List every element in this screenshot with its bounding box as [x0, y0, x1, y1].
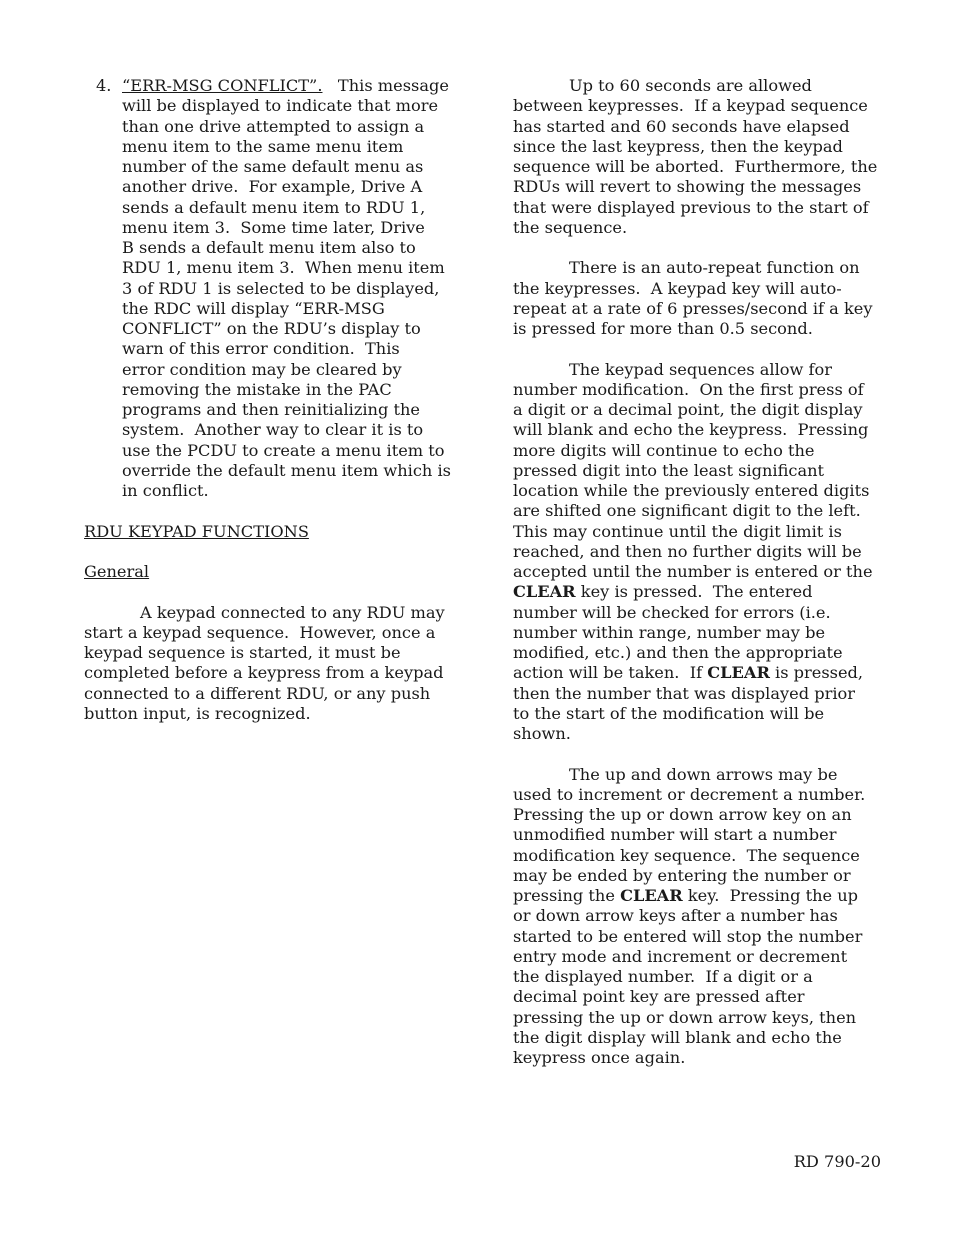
paragraph-line: a digit or a decimal point, the digit display	[513, 400, 863, 419]
paragraph-line: location while the previously entered digits	[513, 481, 870, 500]
number-modification-paragraph	[513, 360, 889, 745]
item4-line: This message	[337, 76, 449, 95]
item4-line: sends a default menu item to RDU 1,	[122, 197, 426, 217]
paragraph-line: repeat at a rate of 6 presses/second if a key	[513, 298, 873, 318]
text-run: is pressed,	[769, 663, 864, 683]
keypress-timeout-paragraph	[513, 76, 889, 238]
paragraph-line: button input, is recognized.	[84, 703, 311, 723]
paragraph-line: connected to a different RDU, or any push	[84, 683, 431, 703]
paragraph-line: started to be entered will stop the number	[513, 926, 863, 946]
page-number: RD 790-20	[793, 1152, 881, 1171]
paragraph-line: the keypresses. A keypad key will auto-	[513, 278, 842, 298]
clear-key-label: CLEAR	[513, 582, 576, 602]
paragraph-line: unmodified number will start a number	[513, 825, 837, 845]
paragraph-line: number within range, number may be	[513, 622, 826, 642]
item4-line: in conflict.	[122, 481, 209, 500]
clear-key-label: CLEAR	[620, 886, 683, 905]
auto-repeat-paragraph	[513, 258, 889, 339]
item4-first-line	[84, 76, 464, 96]
paragraph-line: There is an auto-repeat function on	[569, 258, 860, 278]
paragraph-line	[513, 886, 889, 906]
item4-line: menu item 3. Some time later, Drive	[122, 217, 425, 237]
paragraph-line: shown.	[513, 724, 571, 743]
item4-line: programs and then reinitializing the	[122, 400, 420, 419]
left-column	[84, 76, 464, 724]
paragraph-line: or down arrow keys after a number has	[513, 906, 838, 926]
paragraph-line: decimal point key are pressed after	[513, 987, 805, 1007]
clear-key-label: CLEAR	[707, 663, 770, 683]
paragraph-line: to the start of the modification will be	[513, 703, 825, 723]
item4-line: the RDC will display “ERR-MSG	[122, 298, 385, 318]
paragraph-line: The up and down arrows may be	[569, 764, 838, 784]
paragraph-line	[513, 582, 889, 602]
general-paragraph	[84, 603, 464, 725]
item4-line: 3 of RDU 1 is selected to be displayed,	[122, 278, 440, 298]
paragraph-line: has started and 60 seconds have elapsed	[513, 116, 850, 136]
paragraph-line: that were displayed previous to the start of	[513, 197, 869, 217]
text-run: action will be taken. If	[513, 663, 708, 683]
paragraph-line: number will be checked for errors (i.e.	[513, 602, 831, 622]
paragraph-line: RDUs will revert to showing the messages	[513, 177, 862, 197]
text-run: key. Pressing the up	[682, 886, 859, 905]
paragraph-line: Pressing the up or down arrow key on an	[513, 805, 852, 824]
paragraph-line: may be ended by entering the number or	[513, 865, 851, 885]
paragraph-line: sequence will be aborted. Furthermore, the	[513, 157, 878, 176]
text-run: pressing the	[513, 886, 621, 905]
paragraph-line: since the last keypress, then the keypad	[513, 136, 843, 156]
paragraph-line: the sequence.	[513, 217, 628, 237]
item4-line: removing the mistake in the PAC	[122, 379, 392, 399]
section-heading: RDU KEYPAD FUNCTIONS	[84, 521, 309, 541]
item4-line: another drive. For example, Drive A	[122, 177, 423, 197]
paragraph-line: reached, and then no further digits will be	[513, 541, 862, 561]
list-item-4	[84, 76, 464, 501]
right-column	[513, 76, 889, 1068]
list-number: 4.	[96, 76, 112, 95]
subheading-general: General	[84, 562, 150, 581]
text-run: key is pressed. The entered	[575, 582, 813, 602]
paragraph-line: completed before a keypress from a keypad	[84, 663, 444, 683]
paragraph-line: pressed digit into the least significant	[513, 460, 825, 480]
paragraph-line: modified, etc.) and then the appropriate	[513, 643, 843, 662]
paragraph-line: pressing the up or down arrow keys, then	[513, 1007, 857, 1027]
paragraph-line: the digit display will blank and echo the	[513, 1027, 842, 1047]
item4-line: than one drive attempted to assign a	[122, 116, 425, 136]
arrow-keys-paragraph	[513, 765, 889, 1069]
paragraph-line: entry mode and increment or decrement	[513, 946, 848, 966]
paragraph-line: between keypresses. If a keypad sequence	[513, 96, 868, 116]
item4-line: warn of this error condition. This	[122, 339, 400, 359]
paragraph-line: is pressed for more than 0.5 second.	[513, 319, 813, 338]
item4-title: “ERR-MSG CONFLICT”.	[122, 76, 323, 95]
item4-line: override the default menu item which is	[122, 460, 451, 480]
paragraph-line: are shifted one significant digit to the left.	[513, 501, 861, 521]
paragraph-line: used to increment or decrement a number.	[513, 784, 866, 804]
item4-line: B sends a default menu item also to	[122, 238, 416, 257]
paragraph-line: then the number that was displayed prior	[513, 683, 855, 703]
paragraph-line: Up to 60 seconds are allowed	[569, 76, 812, 95]
item4-line: number of the same default menu as	[122, 157, 424, 176]
item4-line: CONFLICT” on the RDU’s display to	[122, 319, 421, 338]
paragraph-line: more digits will continue to echo the	[513, 440, 815, 460]
paragraph-line: modification key sequence. The sequence	[513, 845, 860, 865]
paragraph-line: start a keypad sequence. However, once a	[84, 622, 436, 642]
paragraph-line: will blank and echo the keypress. Pressing	[513, 420, 869, 440]
item4-line: RDU 1, menu item 3. When menu item	[122, 258, 445, 278]
paragraph-line: This may continue until the digit limit is	[513, 521, 842, 541]
paragraph-line: The keypad sequences allow for	[569, 359, 833, 379]
item4-line: system. Another way to clear it is to	[122, 420, 424, 440]
paragraph-line: keypad sequence is started, it must be	[84, 643, 401, 662]
paragraph-line	[513, 663, 889, 683]
item4-line: use the PCDU to create a menu item to	[122, 440, 445, 460]
item4-line: menu item to the same menu item	[122, 136, 404, 156]
paragraph-line: the displayed number. If a digit or a	[513, 967, 813, 986]
item4-line: error condition may be cleared by	[122, 359, 402, 379]
paragraph-line: accepted until the number is entered or the	[513, 562, 873, 581]
item4-line: will be displayed to indicate that more	[122, 96, 439, 116]
paragraph-line: A keypad connected to any RDU may	[140, 602, 445, 622]
paragraph-line: keypress once again.	[513, 1048, 686, 1067]
paragraph-line: number modification. On the first press of	[513, 379, 864, 399]
